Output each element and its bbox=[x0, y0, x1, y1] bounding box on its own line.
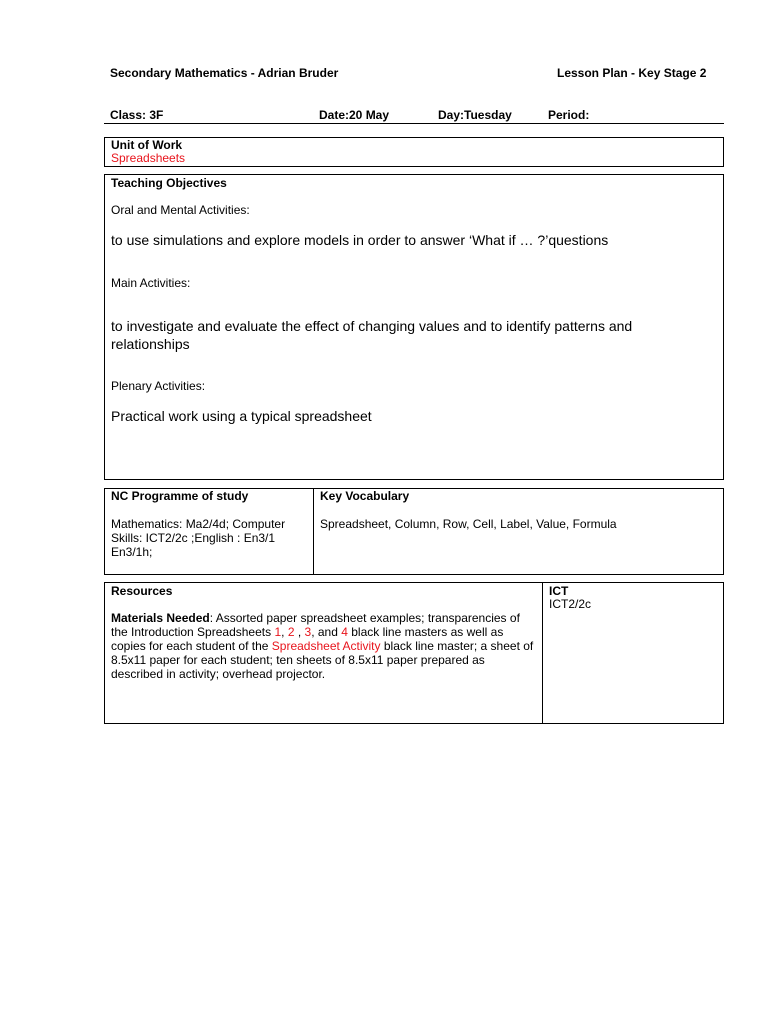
spreadsheet-link-2[interactable]: 2 bbox=[287, 625, 295, 639]
oral-mental-text: to use simulations and explore models in order to answer ‘What if … ?’questions bbox=[111, 232, 609, 248]
document-header-left: Secondary Mathematics - Adrian Bruder bbox=[110, 66, 339, 80]
link-separator-3: , and bbox=[311, 625, 342, 639]
day-label: Day:Tuesday bbox=[438, 108, 512, 122]
nc-programme-title: NC Programme of study bbox=[111, 489, 249, 503]
unit-of-work-value[interactable]: Spreadsheets bbox=[111, 151, 186, 165]
ict-title: ICT bbox=[549, 584, 569, 598]
oral-mental-label: Oral and Mental Activities: bbox=[111, 203, 250, 217]
main-activities-text: to investigate and evaluate the effect of changing values and to identify patterns and relationships bbox=[111, 318, 633, 352]
spreadsheet-activity-link[interactable]: Spreadsheet Activity bbox=[271, 639, 381, 653]
resources-ict-divider bbox=[542, 583, 543, 723]
unit-of-work-label: Unit of Work bbox=[111, 138, 183, 152]
materials-text-part2: black line masters as well as copies for each student of the bbox=[111, 625, 504, 653]
teaching-objectives-title: Teaching Objectives bbox=[111, 176, 227, 190]
nc-vocabulary-box bbox=[104, 488, 724, 575]
materials-needed-label: Materials Needed bbox=[111, 611, 210, 625]
materials-needed-text bbox=[111, 611, 535, 681]
nc-programme-text: Mathematics: Ma2/4d; Computer Skills: ICT2/2c ;English : En3/1 En3/1h; bbox=[111, 517, 286, 559]
spreadsheet-link-4[interactable]: 4 bbox=[341, 625, 348, 639]
class-label: Class: 3F bbox=[110, 108, 164, 122]
period-label: Period: bbox=[548, 108, 590, 122]
materials-text-part3: black line master; a sheet of 8.5x11 paper for each student; ten sheets of 8.5x11 paper prepared as described in activity; overhead projector. bbox=[111, 639, 534, 681]
class-row-divider bbox=[104, 123, 724, 124]
plenary-activities-text: Practical work using a typical spreadsheet bbox=[111, 408, 372, 424]
document-header-right: Lesson Plan - Key Stage 2 bbox=[557, 66, 707, 80]
date-label: Date:20 May bbox=[319, 108, 390, 122]
link-separator-2: , bbox=[294, 625, 305, 639]
ict-value: ICT2/2c bbox=[549, 597, 592, 611]
spreadsheet-link-3[interactable]: 3 bbox=[304, 625, 312, 639]
nc-vocabulary-divider bbox=[313, 489, 314, 574]
resources-ict-box bbox=[104, 582, 724, 724]
key-vocabulary-title: Key Vocabulary bbox=[320, 489, 410, 503]
link-separator-1: , bbox=[281, 625, 288, 639]
main-activities-label: Main Activities: bbox=[111, 276, 191, 290]
spreadsheet-link-1[interactable]: 1 bbox=[274, 625, 282, 639]
resources-title: Resources bbox=[111, 584, 173, 598]
unit-of-work-box bbox=[104, 137, 724, 167]
materials-text-part1: : Assorted paper spreadsheet examples; transparencies of the Introduction Spreadsheets bbox=[111, 611, 520, 639]
plenary-activities-label: Plenary Activities: bbox=[111, 379, 206, 393]
key-vocabulary-text: Spreadsheet, Column, Row, Cell, Label, Value, Formula bbox=[320, 517, 617, 531]
teaching-objectives-box bbox=[104, 174, 724, 480]
